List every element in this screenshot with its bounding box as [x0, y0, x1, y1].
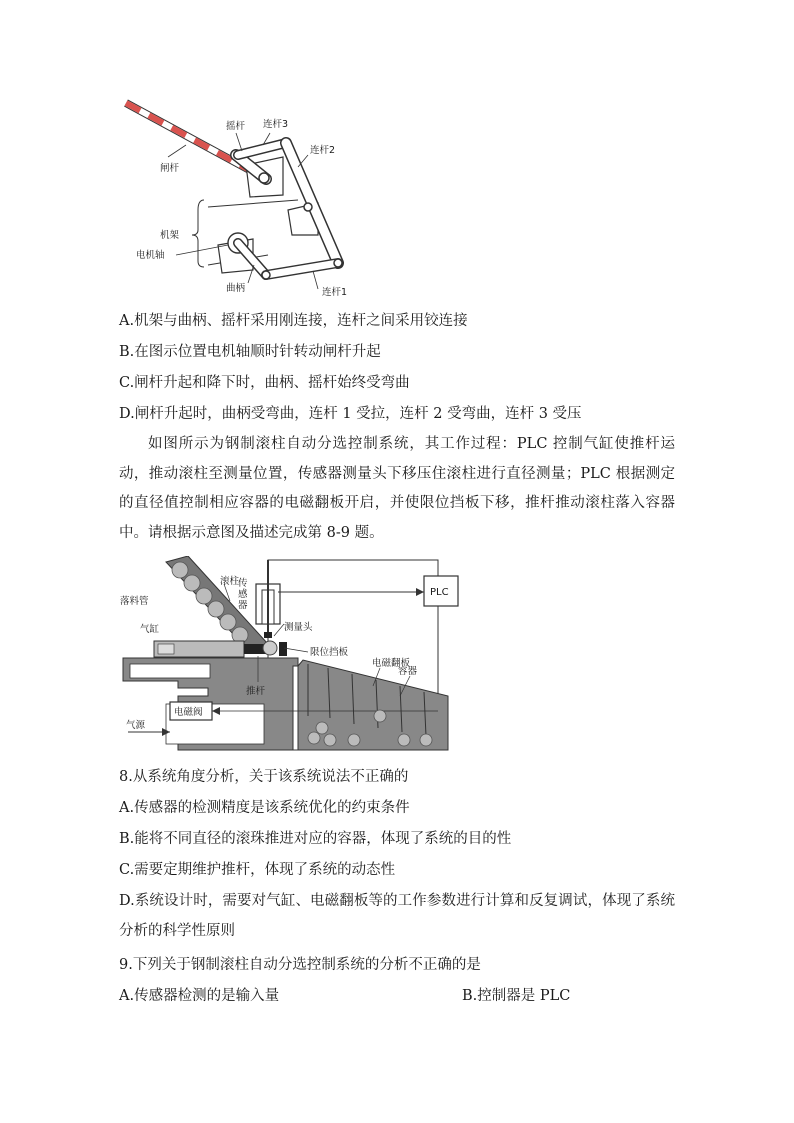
label-crank: 曲柄	[226, 283, 246, 294]
label-link2: 连杆2	[310, 145, 336, 156]
label-feed-pipe: 落料管	[120, 596, 149, 607]
label-frame: 机架	[160, 230, 180, 241]
label-probe: 测量头	[284, 622, 313, 633]
q8-stem: 8.从系统角度分析，关于该系统说法不正确的	[119, 769, 409, 785]
label-link3: 连杆3	[263, 119, 289, 130]
label-motor-shaft: 电机轴	[136, 250, 165, 261]
q7-option-a: A.机架与曲柄、摇杆采用刚连接，连杆之间采用铰连接	[119, 313, 468, 329]
q9-option-b: B.控制器是 PLC	[462, 988, 571, 1004]
label-plc: PLC	[430, 587, 449, 598]
q7-option-b: B.在图示位置电机轴顺时针转动闸杆升起	[119, 344, 381, 360]
q8-option-d: D.系统设计时，需要对气缸、电磁翻板等的工作参数进行计算和反复调试，体现了系统分析的科学性原则	[119, 893, 675, 939]
q7-option-c: C.闸杆升起和降下时，曲柄、摇杆始终受弯曲	[119, 375, 410, 391]
q8-option-b: B.能将不同直径的滚珠推进对应的容器，体现了系统的目的性	[119, 831, 512, 847]
label-gate-bar: 闸杆	[160, 163, 180, 174]
label-cylinder: 气缸	[140, 624, 160, 635]
label-air: 气源	[126, 720, 146, 731]
label-sensor: 传感器	[238, 578, 248, 611]
q7-option-d: D.闸杆升起时，曲柄受弯曲，连杆 1 受拉，连杆 2 受弯曲，连杆 3 受压	[119, 406, 582, 422]
q8-option-a: A.传感器的检测精度是该系统优化的约束条件	[119, 800, 410, 816]
label-link1: 连杆1	[322, 287, 348, 298]
label-valve: 电磁阀	[174, 707, 203, 718]
q9-stem: 9.下列关于钢制滚柱自动分选控制系统的分析不正确的是	[119, 957, 481, 973]
q8-option-c: C.需要定期维护推杆，体现了系统的动态性	[119, 862, 396, 878]
label-roller: 滚柱	[220, 576, 240, 587]
label-stop-plate: 限位挡板	[310, 647, 349, 658]
q9-option-a: A.传感器检测的是输入量	[119, 988, 280, 1004]
intro-paragraph: 如图所示为钢制滚柱自动分选控制系统，其工作过程：PLC 控制气缸使推杆运动，推动滚柱至测量位置，传感器测量头下移压住滚柱进行直径测量；PLC 根据测定的直径值控制相应容器的电磁翻板开启，并使限位挡板下移，推杆推动滚柱落入容器中。请根据示意图及描述完成第 8-9 题。	[119, 436, 675, 541]
label-rocker: 摇杆	[226, 121, 246, 132]
figure-roller-sorting	[118, 556, 463, 756]
label-flap: 电磁翻板	[372, 658, 411, 669]
label-push-rod: 推杆	[246, 686, 266, 697]
figure-gate-linkage	[118, 95, 358, 300]
label-container: 容器	[398, 666, 418, 677]
